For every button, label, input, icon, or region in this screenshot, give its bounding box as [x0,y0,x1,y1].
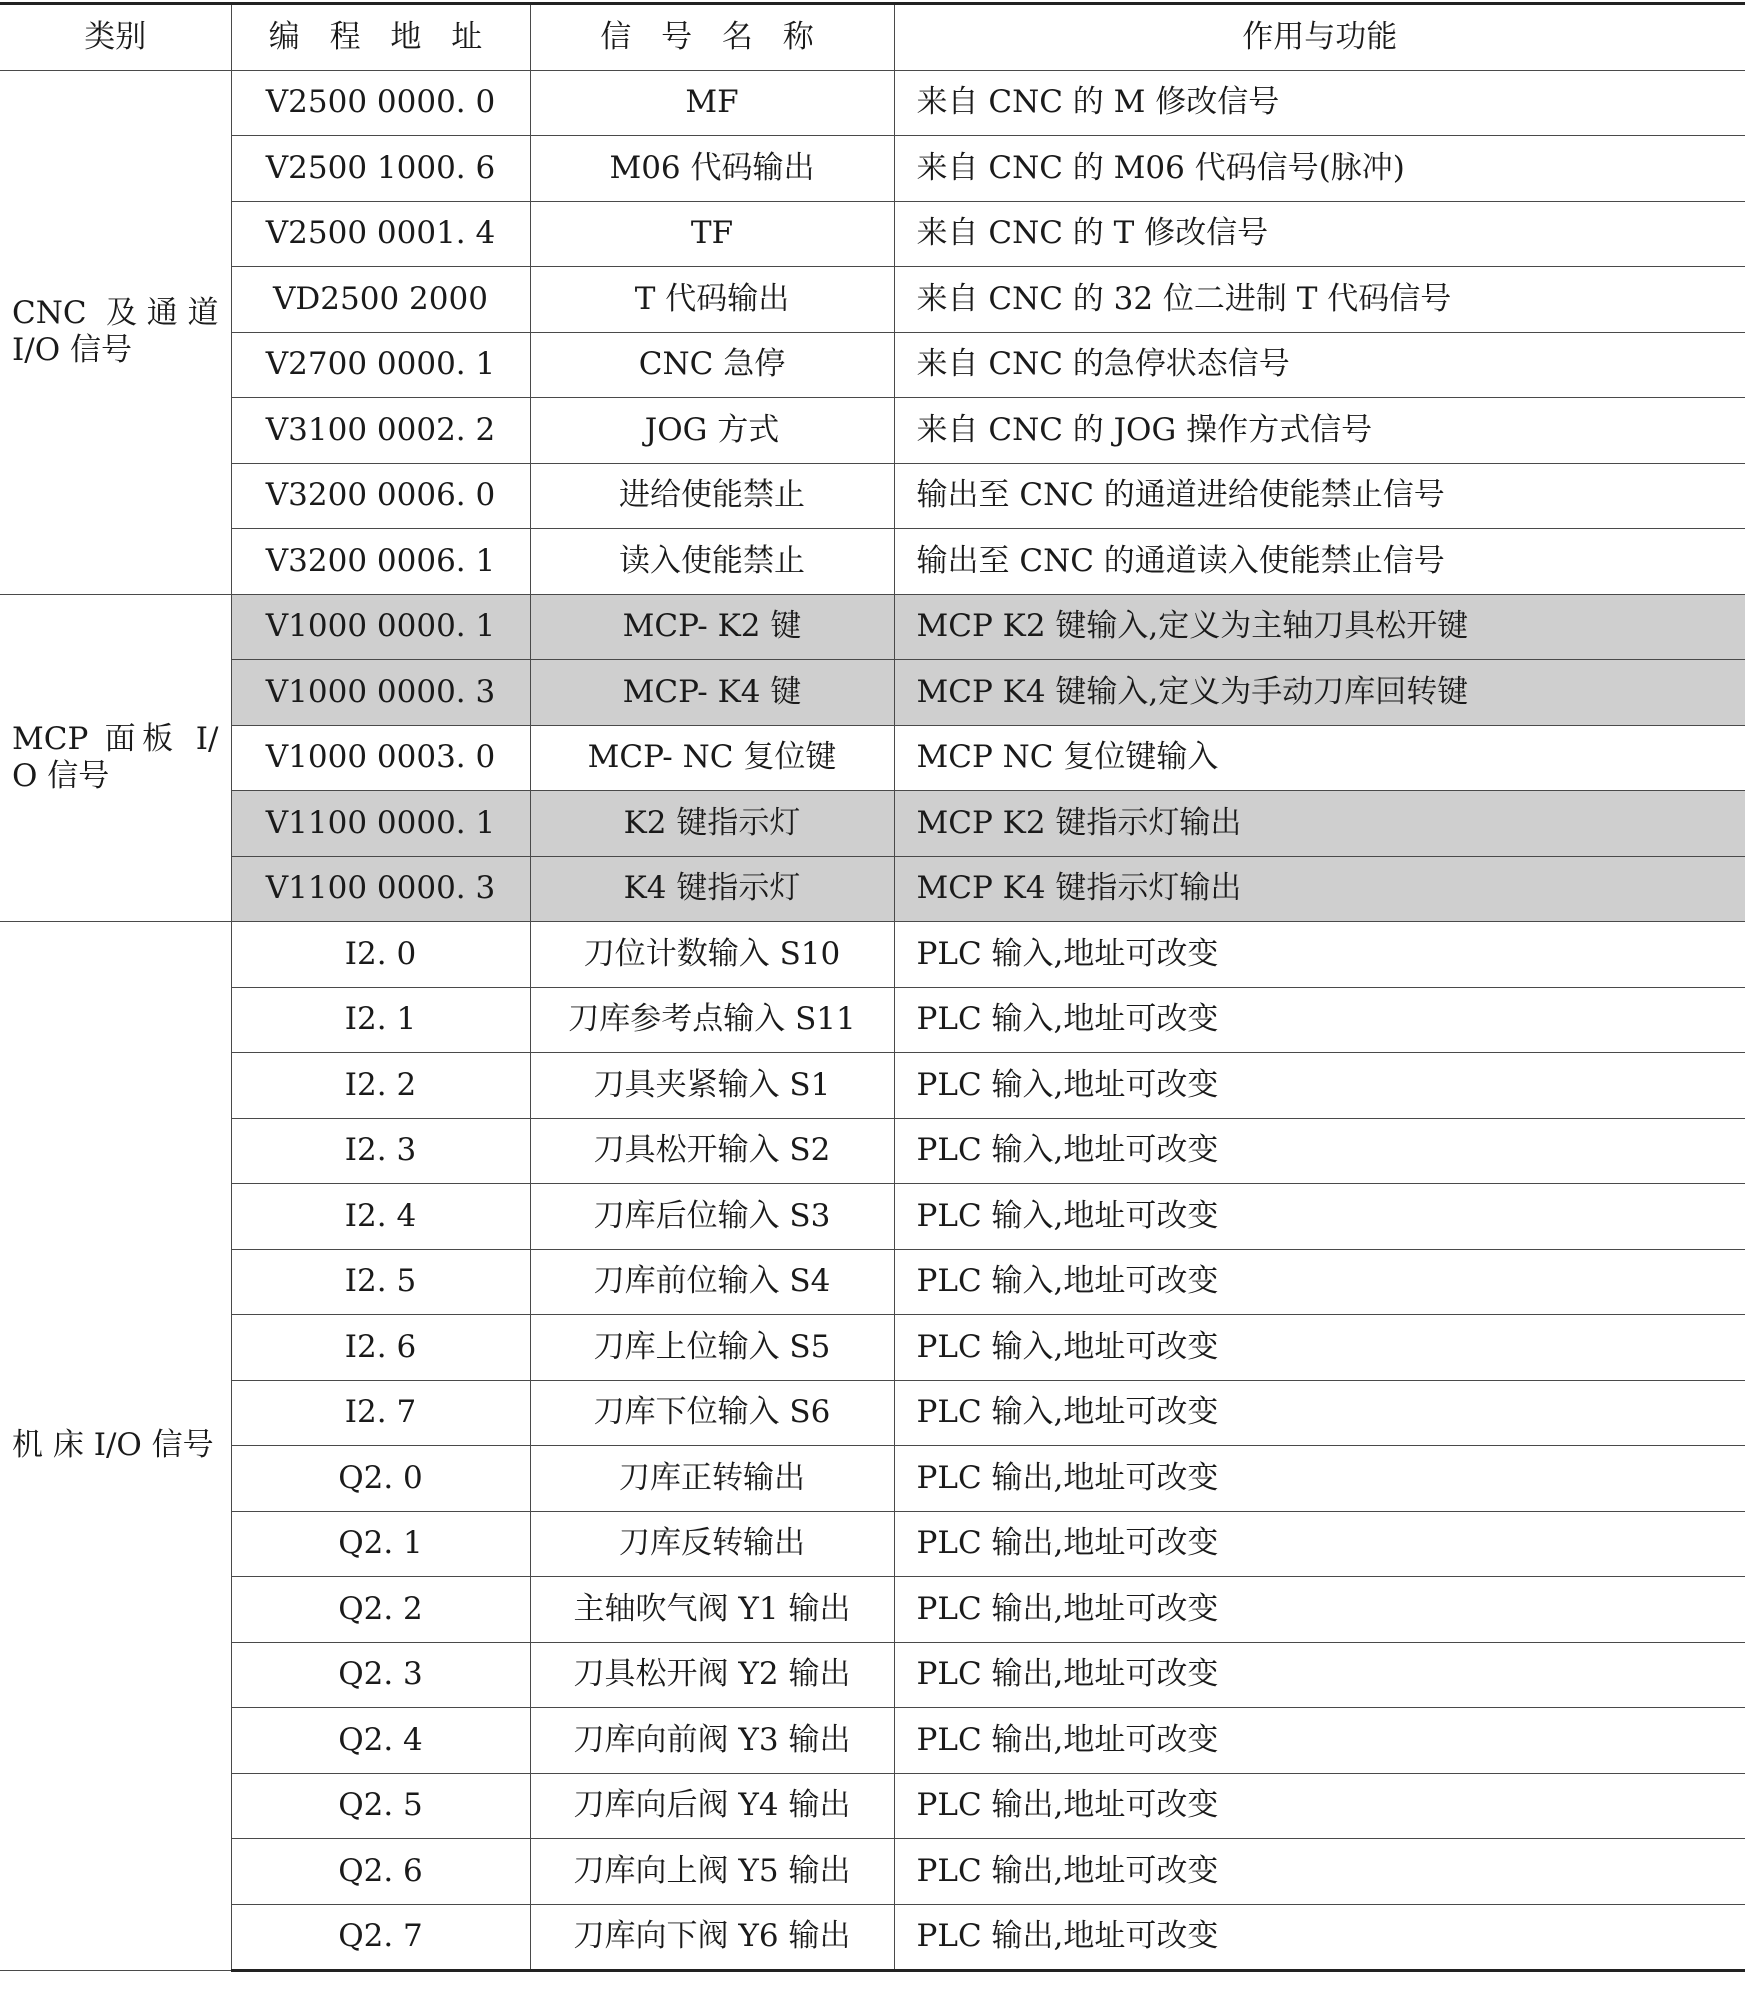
address-cell: Q2. 6 [231,1839,530,1905]
signal-name-cell: 刀具夹紧输入 S1 [530,1053,894,1119]
function-cell: 来自 CNC 的 M 修改信号 [894,70,1745,136]
table-row [0,1315,1745,1381]
function-cell: PLC 输出,地址可改变 [894,1511,1745,1577]
function-cell: 来自 CNC 的 T 修改信号 [894,201,1745,267]
function-cell: MCP K4 键输入,定义为手动刀库回转键 [894,660,1745,726]
function-cell: PLC 输入,地址可改变 [894,1184,1745,1250]
address-cell: I2. 5 [231,1249,530,1315]
function-cell: PLC 输入,地址可改变 [894,1053,1745,1119]
address-cell: I2. 3 [231,1118,530,1184]
table-row [0,856,1745,922]
function-cell: PLC 输出,地址可改变 [894,1839,1745,1905]
table-row [0,201,1745,267]
function-cell: PLC 输入,地址可改变 [894,987,1745,1053]
signal-name-cell: MCP- NC 复位键 [530,725,894,791]
signal-name-cell: 主轴吹气阀 Y1 输出 [530,1577,894,1643]
function-cell: MCP NC 复位键输入 [894,725,1745,791]
function-cell: 输出至 CNC 的通道进给使能禁止信号 [894,463,1745,529]
table-row [0,1446,1745,1512]
function-cell: PLC 输出,地址可改变 [894,1708,1745,1774]
signal-name-cell: 刀库反转输出 [530,1511,894,1577]
table-row [0,725,1745,791]
signal-name-cell: 刀库向前阀 Y3 输出 [530,1708,894,1774]
address-cell: I2. 4 [231,1184,530,1250]
category-cell: CNC 及通道 I/O 信号 [0,70,231,594]
address-cell: Q2. 4 [231,1708,530,1774]
signal-name-cell: CNC 急停 [530,332,894,398]
signal-name-cell: 刀库向后阀 Y4 输出 [530,1773,894,1839]
address-cell: I2. 0 [231,922,530,988]
address-cell: V2700 0000. 1 [231,332,530,398]
header-address: 编 程 地 址 [231,4,530,71]
header-function: 作用与功能 [894,4,1745,71]
table-row [0,987,1745,1053]
signal-name-cell: 刀库下位输入 S6 [530,1380,894,1446]
address-cell: V2500 0000. 0 [231,70,530,136]
address-cell: I2. 2 [231,1053,530,1119]
signal-name-cell: 刀库向上阀 Y5 输出 [530,1839,894,1905]
signal-name-cell: 进给使能禁止 [530,463,894,529]
function-cell: PLC 输出,地址可改变 [894,1577,1745,1643]
signal-name-cell: M06 代码输出 [530,136,894,202]
table-row [0,1642,1745,1708]
function-cell: PLC 输出,地址可改变 [894,1446,1745,1512]
address-cell: V1000 0000. 1 [231,594,530,660]
table-row [0,267,1745,333]
signal-name-cell: 刀具松开阀 Y2 输出 [530,1642,894,1708]
signal-name-cell: MCP- K2 键 [530,594,894,660]
category-cell: MCP 面板 I/ O 信号 [0,594,231,922]
address-cell: V1000 0000. 3 [231,660,530,726]
function-cell: PLC 输出,地址可改变 [894,1773,1745,1839]
function-cell: PLC 输出,地址可改变 [894,1904,1745,1971]
table-row [0,1773,1745,1839]
signal-name-cell: T 代码输出 [530,267,894,333]
signal-name-cell: TF [530,201,894,267]
signal-name-cell: JOG 方式 [530,398,894,464]
table-row [0,398,1745,464]
table-row [0,332,1745,398]
address-cell: V3100 0002. 2 [231,398,530,464]
function-cell: 来自 CNC 的 32 位二进制 T 代码信号 [894,267,1745,333]
signal-name-cell: 刀库向下阀 Y6 输出 [530,1904,894,1971]
signal-name-cell: 刀库参考点输入 S11 [530,987,894,1053]
address-cell: Q2. 1 [231,1511,530,1577]
table-row [0,70,1745,136]
signal-name-cell: 刀库上位输入 S5 [530,1315,894,1381]
header-category: 类别 [0,4,231,71]
table-row [0,791,1745,857]
table-row [0,1577,1745,1643]
table-row [0,1904,1745,1971]
function-cell: 来自 CNC 的急停状态信号 [894,332,1745,398]
function-cell: 来自 CNC 的 M06 代码信号(脉冲) [894,136,1745,202]
address-cell: V3200 0006. 1 [231,529,530,595]
table-row [0,1380,1745,1446]
address-cell: V1000 0003. 0 [231,725,530,791]
function-cell: MCP K4 键指示灯输出 [894,856,1745,922]
signal-name-cell: K2 键指示灯 [530,791,894,857]
function-cell: MCP K2 键指示灯输出 [894,791,1745,857]
table-row [0,1708,1745,1774]
category-cell: 机 床 I/O 信号 [0,922,231,1971]
header-row [0,4,1745,71]
table-row [0,594,1745,660]
table-row [0,660,1745,726]
signal-name-cell: 刀库正转输出 [530,1446,894,1512]
table-row [0,1118,1745,1184]
signal-name-cell: MCP- K4 键 [530,660,894,726]
signal-name-cell: MF [530,70,894,136]
function-cell: MCP K2 键输入,定义为主轴刀具松开键 [894,594,1745,660]
header-signal-name: 信 号 名 称 [530,4,894,71]
function-cell: PLC 输入,地址可改变 [894,922,1745,988]
function-cell: PLC 输入,地址可改变 [894,1315,1745,1381]
table-row [0,463,1745,529]
address-cell: VD2500 2000 [231,267,530,333]
signal-name-cell: 刀具松开输入 S2 [530,1118,894,1184]
table-row [0,1839,1745,1905]
address-cell: Q2. 7 [231,1904,530,1971]
address-cell: Q2. 2 [231,1577,530,1643]
address-cell: Q2. 3 [231,1642,530,1708]
address-cell: Q2. 0 [231,1446,530,1512]
signal-name-cell: 刀库前位输入 S4 [530,1249,894,1315]
table-row [0,922,1745,988]
address-cell: V2500 0001. 4 [231,201,530,267]
address-cell: V3200 0006. 0 [231,463,530,529]
address-cell: V2500 1000. 6 [231,136,530,202]
signal-table [0,2,1745,1972]
function-cell: 输出至 CNC 的通道读入使能禁止信号 [894,529,1745,595]
function-cell: 来自 CNC 的 JOG 操作方式信号 [894,398,1745,464]
address-cell: Q2. 5 [231,1773,530,1839]
table-row [0,1053,1745,1119]
address-cell: I2. 6 [231,1315,530,1381]
function-cell: PLC 输入,地址可改变 [894,1249,1745,1315]
function-cell: PLC 输入,地址可改变 [894,1380,1745,1446]
table-row [0,1511,1745,1577]
signal-name-cell: 刀库后位输入 S3 [530,1184,894,1250]
address-cell: I2. 7 [231,1380,530,1446]
table-body [0,70,1745,1971]
table-row [0,1184,1745,1250]
signal-name-cell: 刀位计数输入 S10 [530,922,894,988]
table-row [0,136,1745,202]
signal-name-cell: K4 键指示灯 [530,856,894,922]
function-cell: PLC 输出,地址可改变 [894,1642,1745,1708]
function-cell: PLC 输入,地址可改变 [894,1118,1745,1184]
address-cell: I2. 1 [231,987,530,1053]
address-cell: V1100 0000. 3 [231,856,530,922]
table-row [0,529,1745,595]
table-row [0,1249,1745,1315]
signal-name-cell: 读入使能禁止 [530,529,894,595]
address-cell: V1100 0000. 1 [231,791,530,857]
